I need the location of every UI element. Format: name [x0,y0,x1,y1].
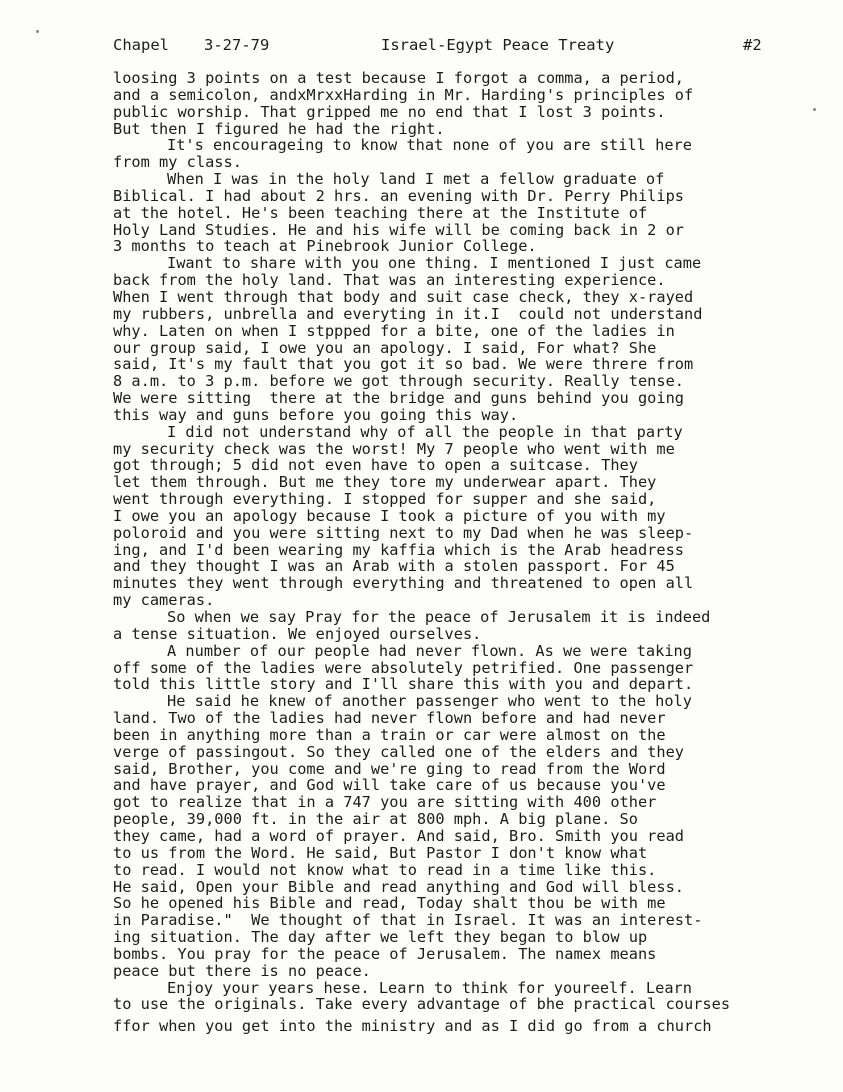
document-body [113,70,833,1035]
text-line: When I was in the holy land I met a fellow graduate of [167,170,665,189]
text-line: 8 a.m. to 3 p.m. before we got through security. Really tense. [113,372,684,391]
text-line: We were sitting there at the bridge and guns behind you going [113,389,684,408]
text-line: why. Laten on when I stppped for a bite, one of the ladies in [113,321,675,340]
text-line: in Paradise." We thought of that in Israel. It was an interest- [113,911,703,930]
text-line: A number of our people had never flown. As we were taking [167,641,692,660]
text-line: off some of the ladies were absolutely petrified. One passenger [113,658,694,677]
text-line: bombs. You pray for the peace of Jerusalem. The namex means [113,944,657,963]
text-line: to read. I would not know what to read in a time like this. [113,860,657,879]
text-line: and have prayer, and God will take care of us because you've [113,776,666,795]
text-line: said, Brother, you come and we're ging to read from the Word [113,759,666,778]
text-line: at the hotel. He's been teaching there at the Institute of [113,203,648,222]
text-line: from my class. [113,153,242,172]
text-line: Holy Land Studies. He and his wife will be coming back in 2 or [113,220,684,239]
text-line: peace but there is no peace. [113,961,371,980]
text-line: Biblical. I had about 2 hrs. an evening with Dr. Perry Philips [113,186,684,205]
text-line: my cameras. [113,591,215,610]
text-line: land. Two of the ladies had never flown before and had never [113,709,666,728]
text-line: When I went through that body and suit case check, they x-rayed [113,287,694,306]
text-line: a tense situation. We enjoyed ourselves. [113,624,482,643]
text-line: people, 39,000 ft. in the air at 800 mph. A big plane. So [113,810,638,829]
text-line: ffor when you get into the ministry and as I did go from a church [113,1017,712,1036]
text-line: I did not understand why of all the people in that party [167,422,683,441]
text-line: verge of passingout. So they called one of the elders and they [113,742,684,761]
text-line: minutes they went through everything and threatened to open all [113,574,694,593]
speck-mark [36,30,39,33]
header-title: Israel-Egypt Peace Treaty [381,36,615,54]
text-line: got through; 5 did not even have to open a suitcase. They [113,456,638,475]
text-line: to use the originals. Take every advantage of bhe practical courses [113,995,731,1014]
text-line: been in anything more than a train or car were almost on the [113,725,666,744]
text-line: ing situation. The day after we left they began to blow up [113,928,648,947]
text-line: ing, and I'd been wearing my kaffia which is the Arab headress [113,540,684,559]
text-line: It's encourageing to know that none of you are still here [167,136,692,155]
text-line: He said, Open your Bible and read anything and God will bless. [113,877,684,896]
text-line: poloroid and you were sitting next to my Dad when he was sleep- [113,523,694,542]
text-line: 3 months to teach at Pinebrook Junior College. [113,237,537,256]
text-line: got to realize that in a 747 you are sitting with 400 other [113,793,657,812]
text-line: and they thought I was an Arab with a stolen passport. For 45 [113,557,675,576]
text-line: loosing 3 points on a test because I forgot a comma, a period, [113,69,684,87]
text-line: let them through. But me they tore my underwear apart. They [113,473,657,492]
text-line: our group said, I owe you an apology. I said, For what? She [113,338,657,357]
text-line: He said he knew of another passenger who went to the holy [167,692,692,711]
text-line: this way and guns before you going this way. [113,405,519,424]
speck-mark [813,108,816,111]
text-line: they came, had a word of prayer. And said, Bro. Smith you read [113,826,684,845]
text-line: But then I figured he had the right. [113,119,445,138]
text-line: said, It's my fault that you got it so bad. We were threre from [113,355,694,374]
text-line: public worship. That gripped me no end that I lost 3 points. [113,102,666,121]
text-line: my security check was the worst! My 7 people who went with me [113,439,675,458]
text-line: to us from the Word. He said, But Pastor I don't know what [113,843,648,862]
text-line: went through everything. I stopped for supper and she said, [113,490,657,509]
text-line: back from the holy land. That was an interesting experience. [113,271,666,290]
text-line: my rubbers, unbrella and everyting in it.I could not understand [113,304,703,323]
page-header [113,36,773,56]
header-chapel: Chapel [113,36,169,54]
text-line: I owe you an apology because I took a picture of you with my [113,506,666,525]
text-line: told this little story and I'll share this with you and depart. [113,675,694,694]
text-line: So he opened his Bible and read, Today shalt thou be with me [113,894,666,913]
header-page-number: #2 [743,36,762,54]
header-date: 3-27-79 [204,36,270,54]
text-line: Iwant to share with you one thing. I mentioned I just came [167,254,702,273]
text-line: So when we say Pray for the peace of Jerusalem it is indeed [167,608,711,626]
text-line: and a semicolon, andxMrxxHarding in Mr. Harding's principles of [113,85,694,104]
text-line: Enjoy your years hese. Learn to think for youreelf. Learn [167,978,692,997]
